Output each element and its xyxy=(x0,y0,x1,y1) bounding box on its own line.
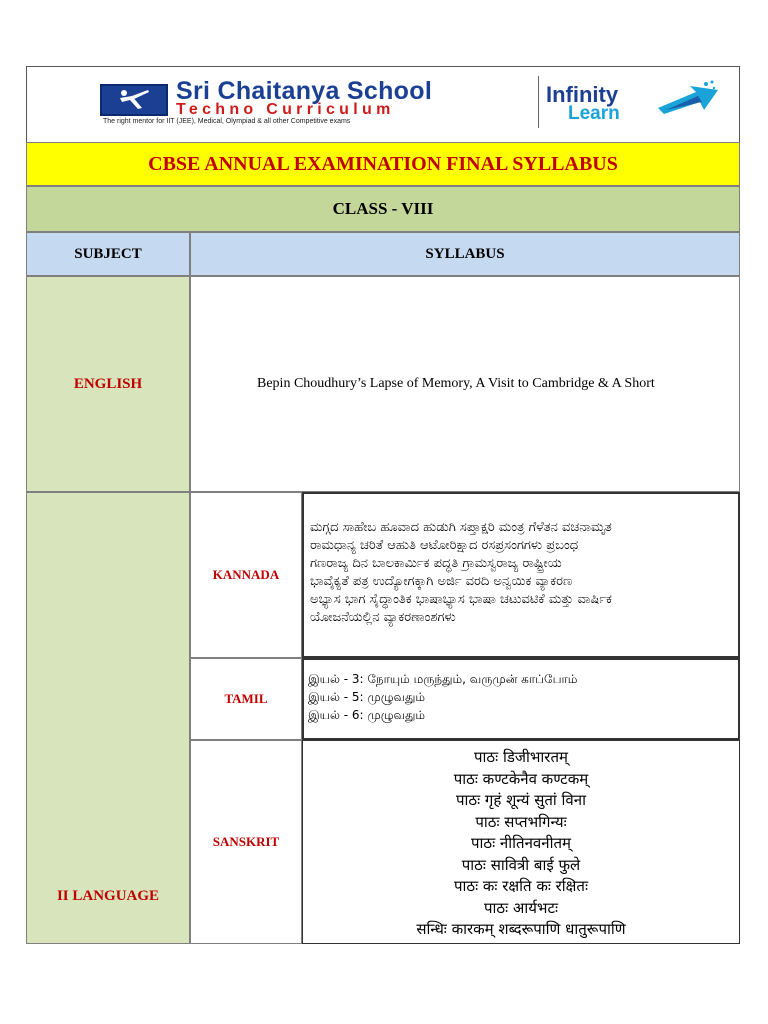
document-title: CBSE ANNUAL EXAMINATION FINAL SYLLABUS xyxy=(26,142,740,186)
syllabus-line: पाठः आर्यभटः xyxy=(483,898,559,917)
syllabus-line: पाठः कः रक्षति कः रक्षितः xyxy=(453,877,588,895)
header-divider xyxy=(538,76,539,128)
language-tamil: TAMIL xyxy=(190,658,302,740)
syllabus-line: இயல் - 3: நோயும் மருந்தும், வருமுன் காப்போம் xyxy=(308,672,578,686)
language-kannada: KANNADA xyxy=(190,492,302,658)
arrow-logo-icon xyxy=(656,78,720,118)
syllabus-line: पाठः डिजीभारतम् xyxy=(474,748,568,766)
syllabus-line: पाठः नीतिनवनीतम् xyxy=(471,834,571,852)
syllabus-line: இயல் - 5: முழுவதும் xyxy=(308,690,426,704)
class-label: CLASS - VIII xyxy=(26,186,740,232)
syllabus-line: ಯೋಜನೆಯಲ್ಲಿನ ವ್ಯಾಕರಣಾಂಶಗಳು xyxy=(310,610,456,625)
syllabus-line: पाठः कण्टकेनैव कण्टकम् xyxy=(453,769,589,788)
syllabus-kannada xyxy=(302,492,740,658)
syllabus-english: Bepin Choudhury’s Lapse of Memory, A Visit to Cambridge & A Short xyxy=(190,276,740,492)
partner-subtitle: Learn xyxy=(568,103,620,124)
syllabus-line: ಗಣರಾಜ್ಯ ದಿನ ಬಾಲಕಾರ್ಮಿಕ ಪದ್ಧತಿ ಗ್ರಾಮಸ್ವರಾಜ್ಯ ರಾಷ್ಟ್ರೀಯ xyxy=(310,556,562,571)
language-sanskrit: SANSKRIT xyxy=(190,740,302,944)
column-header-syllabus: SYLLABUS xyxy=(190,232,740,276)
syllabus-line: सन्धिः कारकम् शब्दरूपाणि धातुरूपाणि xyxy=(416,920,626,938)
syllabus-line: ಭಾವೈಕ್ಯತೆ ಪತ್ರ ಉದ್ಯೋಗಕ್ಕಾಗಿ ಅರ್ಜಿ ವರದಿ ಅನ್ವಯಿಕ ವ್ಯಾಕರಣ xyxy=(310,574,573,589)
syllabus-line: ಅಭ್ಯಾಸ ಭಾಗ ಸೈದ್ಧಾಂತಿಕ ಭಾಷಾಭ್ಯಾಸ ಭಾಷಾ ಚಟುವಟಿಕೆ ಮತ್ತು ವಾರ್ಷಿಕ xyxy=(310,592,612,607)
brand-tagline: The right mentor for IIT (JEE), Medical, Olympiad & all other Competitive exams xyxy=(103,118,351,125)
syllabus-line: ಮಗ್ಗದ ಸಾಹೇಬ ಹೂವಾದ ಹುಡುಗಿ ಸಪ್ತಾಕ್ಷರಿ ಮಂತ್ರ ಗೆಳೆತನ ವಚನಾಮೃತ xyxy=(310,520,612,535)
syllabus-line: पाठः गृहं शून्यं सुतां विना xyxy=(456,791,586,809)
brand-name: Sri Chaitanya School xyxy=(176,77,433,105)
subject-english: ENGLISH xyxy=(26,276,190,492)
syllabus-tamil xyxy=(302,658,740,740)
partner-name: Infinity xyxy=(546,82,619,107)
syllabus-line: पाठः सावित्री बाई फुले xyxy=(461,855,581,874)
column-header-subject: SUBJECT xyxy=(26,232,190,276)
syllabus-sanskrit xyxy=(302,740,740,944)
subject-second-language: II LANGUAGE xyxy=(26,492,190,944)
school-logo-icon xyxy=(100,84,168,116)
syllabus-line: இயல் - 6: முழுவதும் xyxy=(308,708,426,722)
brand-subtitle: Techno Curriculum xyxy=(176,101,395,118)
syllabus-line: पाठः सप्तभगिन्यः xyxy=(475,812,567,831)
syllabus-line: ರಾಮಧಾನ್ಯ ಚರಿತೆ ಆಹುತಿ ಆಟೋರಿಕ್ಷಾದ ರಸಪ್ರಸಂಗಗಳು ಪ್ರಬಂಧ xyxy=(310,538,579,553)
